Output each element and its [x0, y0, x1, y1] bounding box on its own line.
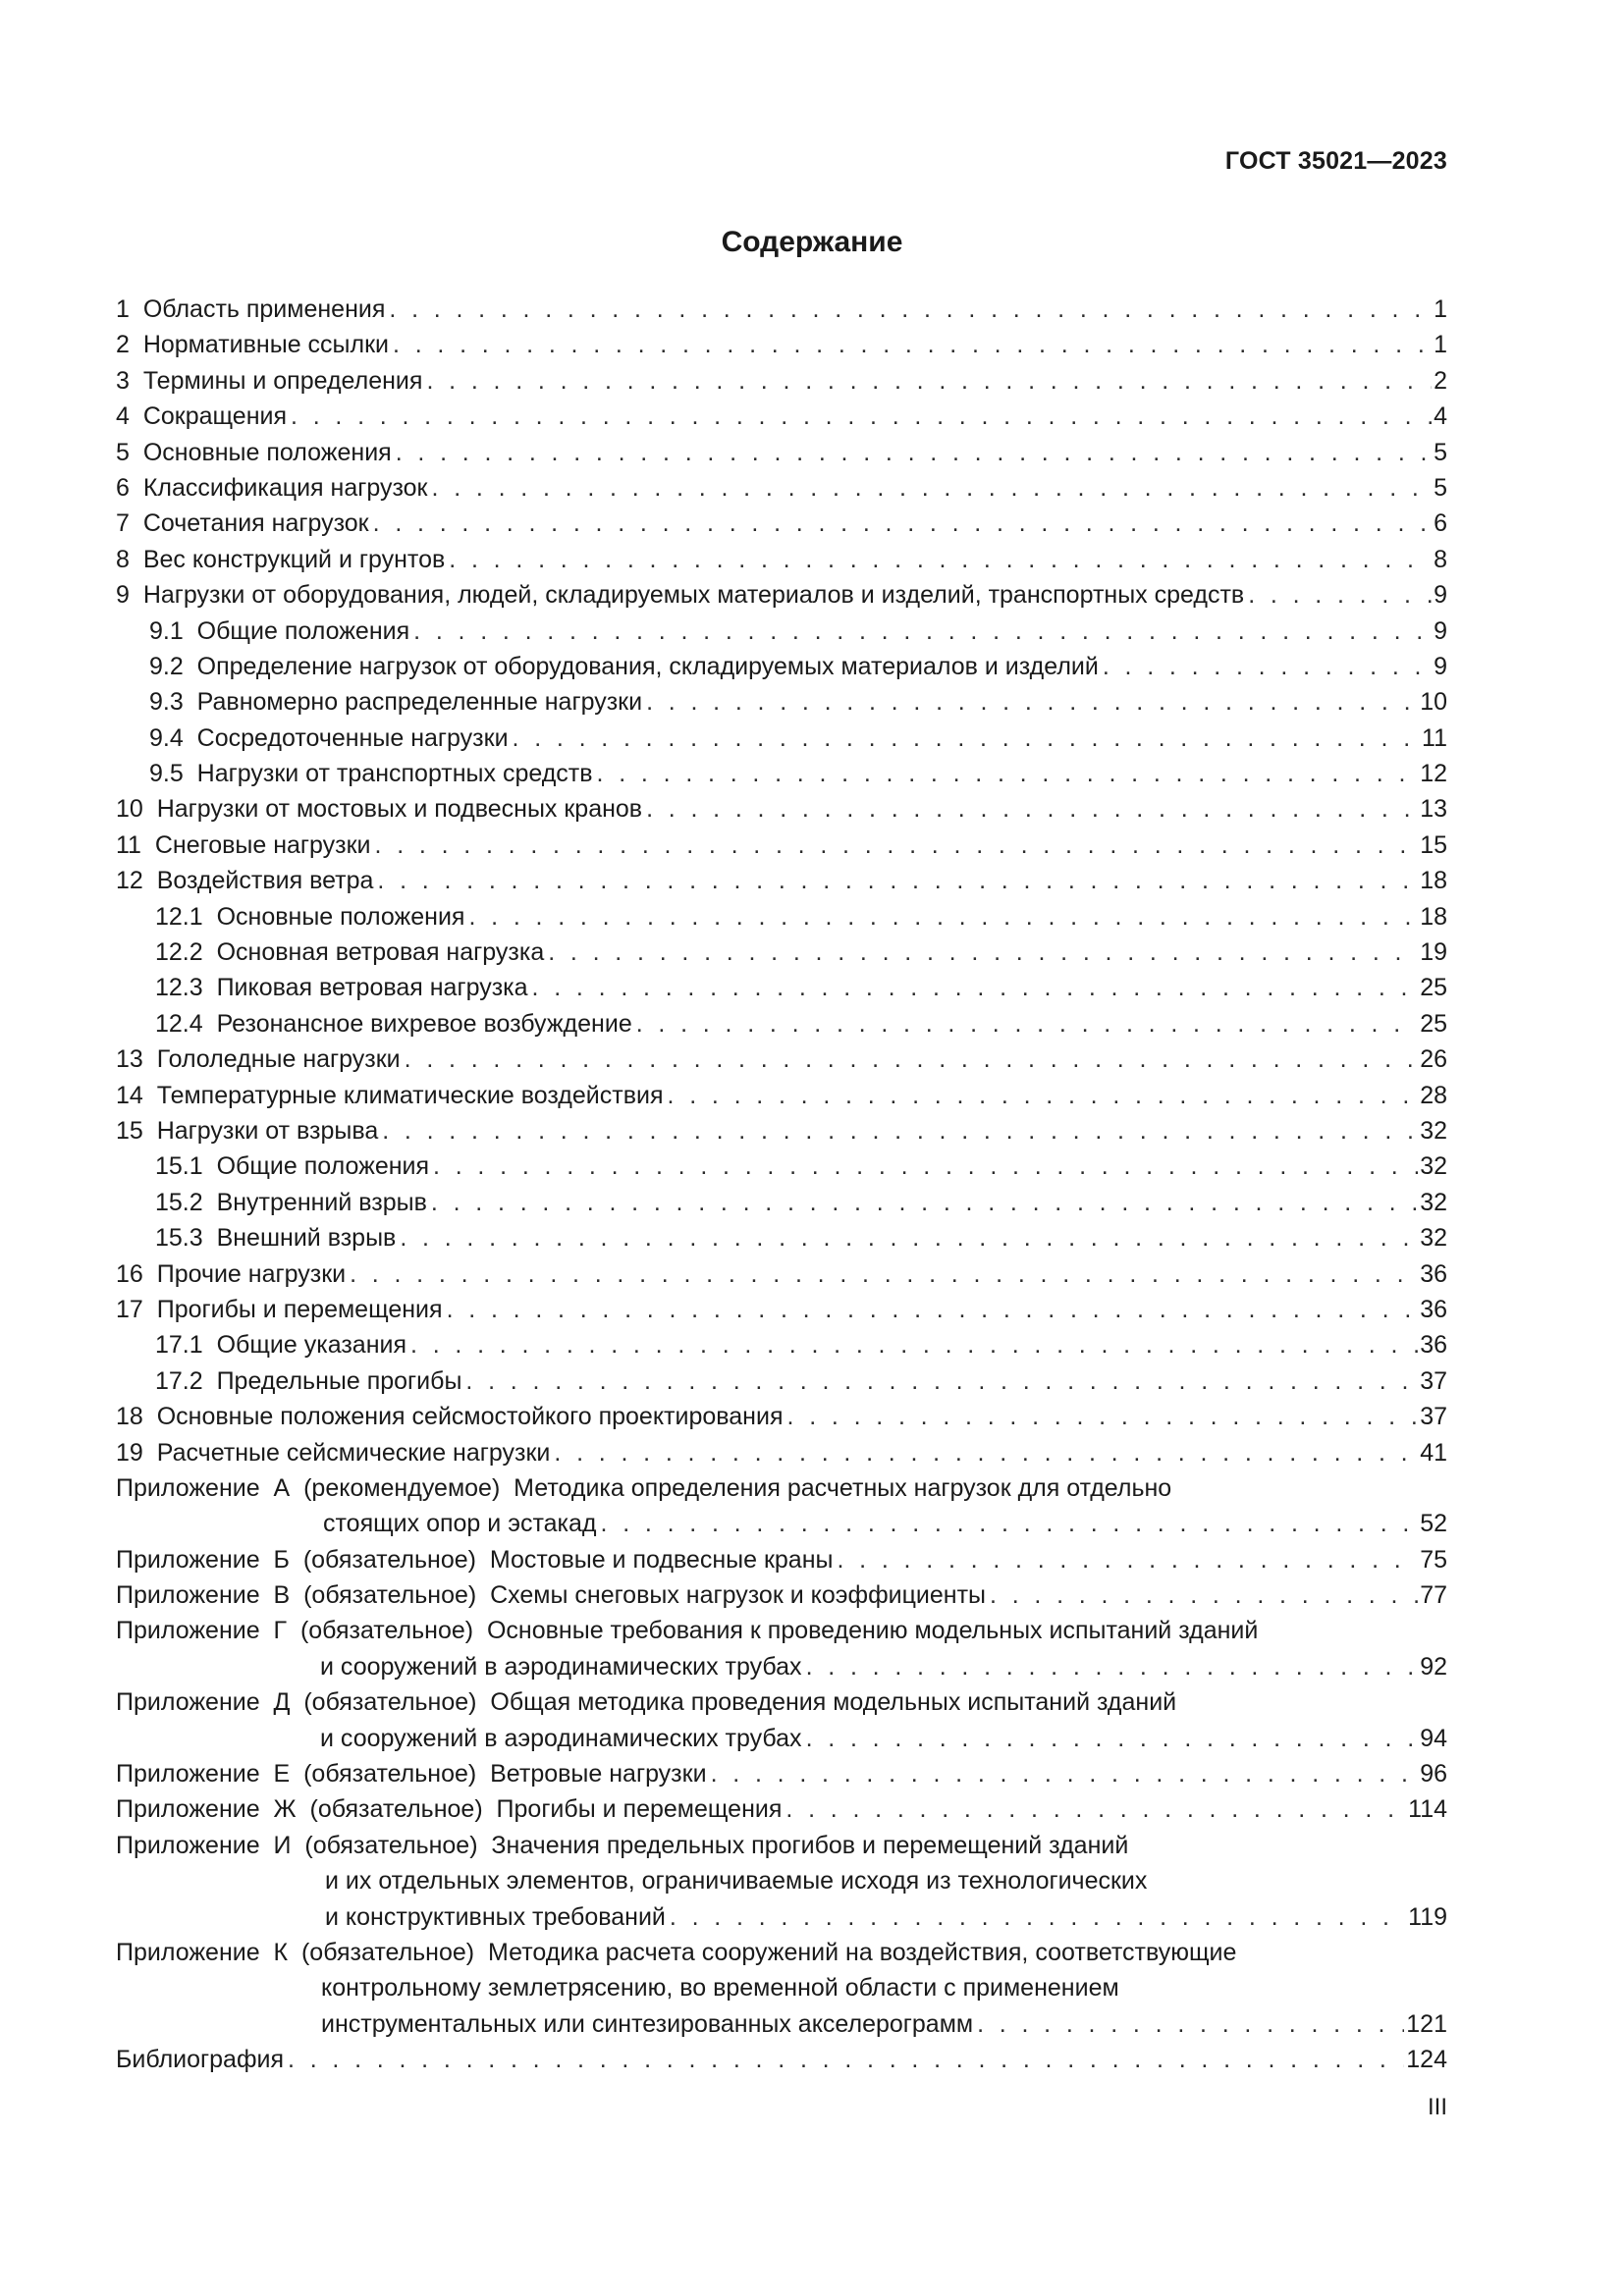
toc-entry-1[interactable] [116, 292, 1447, 327]
leader-dots [431, 1185, 1418, 1220]
toc-text: Внутренний взрыв [216, 1188, 427, 1216]
toc-page: 18 [1420, 867, 1447, 895]
bibliography-entry[interactable] [116, 2042, 1447, 2077]
toc-page: 5 [1434, 438, 1447, 466]
toc-page: 32 [1420, 1188, 1447, 1216]
leader-dots [350, 1256, 1418, 1292]
toc-entry-15[interactable] [116, 1113, 1447, 1148]
leader-dots [597, 756, 1419, 791]
appendix-g-line2[interactable] [116, 1649, 1447, 1684]
toc-page: 75 [1420, 1545, 1447, 1574]
toc-num: 16 [116, 1259, 143, 1288]
toc-num: 15 [116, 1116, 143, 1145]
leader-dots [389, 292, 1432, 327]
appendix-a-line1[interactable] [116, 1470, 1447, 1506]
appendix-k-line3[interactable] [116, 2006, 1447, 2042]
appendix-i-title: Приложение И (обязательное) Значения предельных прогибов и перемещений зданий [116, 1831, 1129, 1859]
leader-dots [668, 1078, 1419, 1113]
toc-page: 36 [1420, 1295, 1447, 1323]
leader-dots [548, 934, 1418, 970]
toc-text: Основная ветровая нагрузка [216, 938, 545, 967]
toc-page: 4 [1434, 402, 1447, 431]
toc-text: Внешний взрыв [216, 1224, 397, 1253]
leader-dots [977, 2006, 1404, 2042]
leader-dots [554, 1435, 1418, 1470]
appendix-d-line2[interactable] [116, 1721, 1447, 1756]
toc-entry-6[interactable] [116, 470, 1447, 506]
leader-dots [288, 2042, 1404, 2077]
toc-page: 32 [1420, 1152, 1447, 1181]
leader-dots [636, 1006, 1418, 1041]
toc-page: 121 [1406, 2009, 1447, 2038]
toc-entry-16[interactable] [116, 1256, 1447, 1292]
toc-num: 18 [116, 1403, 143, 1431]
leader-dots [465, 1363, 1418, 1399]
toc-page: 9 [1434, 616, 1447, 645]
appendix-i-line1[interactable] [116, 1828, 1447, 1863]
toc-page: 12 [1420, 760, 1447, 788]
toc-num: 9.5 [149, 760, 184, 788]
toc-text: Общие указания [216, 1331, 407, 1360]
toc-page: 114 [1408, 1795, 1447, 1824]
appendix-g-line1[interactable] [116, 1613, 1447, 1648]
toc-text: Температурные климатические воздействия [156, 1081, 664, 1109]
leader-dots [373, 506, 1432, 541]
toc-page: 124 [1406, 2046, 1447, 2074]
appendix-k-title: Приложение К (обязательное) Методика расчета сооружений на воздействия, соответствующие [116, 1938, 1237, 1966]
toc-entry-3[interactable] [116, 363, 1447, 399]
leader-dots [806, 1721, 1419, 1756]
appendix-zh-title: Приложение Ж (обязательное) Прогибы и перемещения [116, 1795, 783, 1824]
leader-dots [785, 1791, 1406, 1827]
toc-entry-14[interactable] [116, 1078, 1447, 1113]
toc-num: 17 [116, 1295, 143, 1323]
toc-entry-15-1[interactable] [116, 1148, 1447, 1184]
toc-num: 5 [116, 438, 130, 466]
toc-heading: Содержание [721, 226, 903, 258]
leader-dots [393, 327, 1432, 362]
toc-page: 9 [1434, 581, 1447, 610]
toc-entry-10[interactable] [116, 791, 1447, 827]
leader-dots [291, 399, 1432, 434]
toc-text: Резонансное вихревое возбуждение [216, 1009, 632, 1038]
page-number: III [1427, 2094, 1447, 2120]
toc-text: Сосредоточенные нагрузки [196, 723, 509, 752]
toc-num: 8 [116, 545, 130, 573]
toc-num: 4 [116, 402, 130, 431]
toc-text: Основные положения [216, 902, 465, 931]
toc-text: Воздействия ветра [156, 867, 374, 895]
toc-entry-13[interactable] [116, 1041, 1447, 1077]
toc-page: 94 [1420, 1724, 1447, 1752]
toc-page: 18 [1420, 902, 1447, 931]
toc-page: 26 [1420, 1045, 1447, 1074]
toc-text: Пиковая ветровая нагрузка [216, 974, 528, 1002]
appendix-i-title-cont: и их отдельных элементов, ограничиваемые исходя из технологических [325, 1867, 1148, 1896]
toc-page: 6 [1434, 509, 1447, 538]
toc-page: 1 [1434, 295, 1447, 323]
toc-page: 1 [1434, 331, 1447, 359]
toc-num: 12.4 [155, 1009, 203, 1038]
toc-num: 11 [116, 830, 141, 859]
appendix-v-title: Приложение В (обязательное) Схемы снеговых нагрузок и коэффициенты [116, 1581, 987, 1610]
appendix-d-title: Приложение Д (обязательное) Общая методика проведения модельных испытаний зданий [116, 1688, 1177, 1717]
toc-entry-9-2[interactable] [116, 649, 1447, 684]
toc-entry-8[interactable] [116, 542, 1447, 577]
bibliography-title: Библиография [116, 2046, 285, 2074]
toc-text: Сочетания нагрузок [142, 509, 369, 538]
toc-page: 41 [1420, 1438, 1447, 1467]
toc-text: Основные положения сейсмостойкого проектирования [156, 1403, 784, 1431]
toc-num: 17.2 [155, 1366, 203, 1395]
appendix-e-title: Приложение Е (обязательное) Ветровые нагрузки [116, 1760, 707, 1789]
leader-dots [1103, 649, 1432, 684]
toc-entry-17-1[interactable] [116, 1327, 1447, 1362]
leader-dots [396, 435, 1432, 470]
toc-entry-7[interactable] [116, 506, 1447, 541]
table-of-contents [116, 292, 1447, 2078]
toc-num: 13 [116, 1045, 143, 1074]
toc-text: Нагрузки от мостовых и подвесных кранов [156, 795, 643, 824]
toc-page: 32 [1420, 1224, 1447, 1253]
toc-page: 15 [1420, 830, 1447, 859]
toc-page: 5 [1434, 473, 1447, 502]
toc-num: 9.4 [149, 723, 184, 752]
toc-text: Вес конструкций и грунтов [142, 545, 446, 573]
toc-page: 2 [1434, 366, 1447, 395]
toc-page: 28 [1420, 1081, 1447, 1109]
document-code: ГОСТ 35021—2023 [1224, 147, 1447, 175]
toc-num: 15.2 [155, 1188, 203, 1216]
toc-page: 92 [1420, 1652, 1447, 1681]
toc-page: 36 [1420, 1331, 1447, 1360]
toc-text: Прочие нагрузки [156, 1259, 347, 1288]
leader-dots [400, 1220, 1418, 1255]
toc-num: 19 [116, 1438, 143, 1467]
leader-dots [513, 721, 1421, 756]
toc-page: 10 [1420, 688, 1447, 717]
toc-num: 12.2 [155, 938, 203, 967]
toc-entry-15-3[interactable] [116, 1220, 1447, 1255]
toc-num: 7 [116, 509, 130, 538]
toc-entry-17[interactable] [116, 1292, 1447, 1327]
toc-text: Область применения [142, 295, 386, 323]
leader-dots [990, 1577, 1418, 1613]
appendix-g-title: Приложение Г (обязательное) Основные требования к проведению модельных испытаний зданий [116, 1617, 1259, 1645]
toc-num: 9.1 [149, 616, 184, 645]
leader-dots [426, 363, 1432, 399]
toc-entry-19[interactable] [116, 1435, 1447, 1470]
toc-num: 1 [116, 295, 130, 323]
toc-entry-17-2[interactable] [116, 1363, 1447, 1399]
toc-entry-9-3[interactable] [116, 684, 1447, 720]
toc-num: 15.1 [155, 1152, 203, 1181]
leader-dots [447, 1292, 1419, 1327]
toc-entry-9-4[interactable] [116, 721, 1447, 756]
toc-page: 36 [1420, 1259, 1447, 1288]
toc-num: 12.1 [155, 902, 203, 931]
toc-page: 19 [1420, 938, 1447, 967]
toc-num: 2 [116, 331, 130, 359]
leader-dots [646, 684, 1418, 720]
appendix-g-title-cont: и сооружений в аэродинамических трубах [320, 1652, 802, 1681]
leader-dots [449, 542, 1432, 577]
toc-text: Равномерно распределенные нагрузки [196, 688, 643, 717]
toc-page: 52 [1420, 1510, 1447, 1538]
appendix-zh[interactable] [116, 1791, 1447, 1827]
leader-dots [413, 614, 1432, 649]
toc-num: 10 [116, 795, 143, 824]
appendix-b-title: Приложение Б (обязательное) Мостовые и подвесные краны [116, 1545, 834, 1574]
toc-entry-12-3[interactable] [116, 970, 1447, 1005]
toc-num: 3 [116, 366, 130, 395]
toc-page: 8 [1434, 545, 1447, 573]
toc-entry-9-5[interactable] [116, 756, 1447, 791]
leader-dots [405, 1041, 1419, 1077]
leader-dots [601, 1506, 1419, 1541]
leader-dots [837, 1542, 1418, 1577]
appendix-a-line2[interactable] [116, 1506, 1447, 1541]
leader-dots [806, 1649, 1419, 1684]
leader-dots [432, 470, 1433, 506]
toc-text: Снеговые нагрузки [154, 830, 371, 859]
toc-num: 9 [116, 581, 130, 610]
toc-page: 13 [1420, 795, 1447, 824]
appendix-e[interactable] [116, 1756, 1447, 1791]
leader-dots [433, 1148, 1418, 1184]
toc-text: Гололедные нагрузки [156, 1045, 401, 1074]
toc-page: 11 [1422, 723, 1447, 752]
appendix-k-line2[interactable] [116, 1970, 1447, 2005]
toc-num: 6 [116, 473, 130, 502]
appendix-i-line2[interactable] [116, 1863, 1447, 1898]
toc-text: Термины и определения [142, 366, 423, 395]
toc-text: Сокращения [142, 402, 288, 431]
toc-page: 96 [1420, 1760, 1447, 1789]
toc-text: Расчетные сейсмические нагрузки [156, 1438, 551, 1467]
toc-entry-12[interactable] [116, 863, 1447, 898]
toc-num: 12.3 [155, 974, 203, 1002]
toc-entry-11[interactable] [116, 828, 1447, 863]
toc-text: Общие положения [216, 1152, 430, 1181]
toc-page: 119 [1408, 1902, 1447, 1931]
leader-dots [532, 970, 1419, 1005]
leader-dots [382, 1113, 1418, 1148]
toc-entry-5[interactable] [116, 435, 1447, 470]
toc-entry-12-2[interactable] [116, 934, 1447, 970]
leader-dots [410, 1327, 1418, 1362]
toc-entry-9-1[interactable] [116, 614, 1447, 649]
toc-page: 25 [1420, 1009, 1447, 1038]
toc-num: 12 [116, 867, 143, 895]
appendix-d-title-cont: и сооружений в аэродинамических трубах [320, 1724, 802, 1752]
toc-text: Нормативные ссылки [142, 331, 389, 359]
toc-entry-15-2[interactable] [116, 1185, 1447, 1220]
toc-num: 17.1 [155, 1331, 203, 1360]
toc-entry-12-4[interactable] [116, 1006, 1447, 1041]
toc-text: Нагрузки от транспортных средств [196, 760, 593, 788]
toc-num: 14 [116, 1081, 143, 1109]
toc-text: Предельные прогибы [216, 1366, 462, 1395]
appendix-i-line3[interactable] [116, 1899, 1447, 1935]
appendix-b[interactable] [116, 1542, 1447, 1577]
appendix-v[interactable] [116, 1577, 1447, 1613]
toc-num: 9.2 [149, 652, 184, 680]
toc-num: 15.3 [155, 1224, 203, 1253]
appendix-k-title-cont: контрольному землетрясению, во временной области с применением [321, 1974, 1119, 2002]
leader-dots [468, 899, 1418, 934]
toc-text: Классификация нагрузок [142, 473, 428, 502]
leader-dots [787, 1399, 1419, 1434]
leader-dots [711, 1756, 1419, 1791]
leader-dots [375, 828, 1419, 863]
appendix-a-title-cont: стоящих опор и эстакад [323, 1510, 597, 1538]
toc-entry-12-1[interactable] [116, 899, 1447, 934]
toc-page: 37 [1420, 1366, 1447, 1395]
toc-page: 77 [1420, 1581, 1447, 1610]
appendix-i-title-cont2: и конструктивных требований [325, 1902, 666, 1931]
toc-entry-2[interactable] [116, 327, 1447, 362]
toc-page: 9 [1434, 652, 1447, 680]
appendix-d-line1[interactable] [116, 1684, 1447, 1720]
appendix-k-line1[interactable] [116, 1935, 1447, 1970]
toc-page: 32 [1420, 1116, 1447, 1145]
toc-text: Нагрузки от взрыва [156, 1116, 379, 1145]
toc-text: Определение нагрузок от оборудования, складируемых материалов и изделий [196, 652, 1099, 680]
leader-dots [646, 791, 1418, 827]
toc-num: 9.3 [149, 688, 184, 717]
leader-dots [670, 1899, 1406, 1935]
toc-entry-18[interactable] [116, 1399, 1447, 1434]
toc-entry-4[interactable] [116, 399, 1447, 434]
toc-text: Прогибы и перемещения [156, 1295, 443, 1323]
toc-entry-9[interactable] [116, 577, 1447, 613]
leader-dots [377, 863, 1418, 898]
toc-text: Общие положения [196, 616, 410, 645]
leader-dots [1248, 577, 1432, 613]
toc-text: Основные положения [142, 438, 392, 466]
toc-page: 37 [1420, 1403, 1447, 1431]
toc-page: 25 [1420, 974, 1447, 1002]
appendix-k-title-cont2: инструментальных или синтезированных акселерограмм [321, 2009, 974, 2038]
appendix-a-title: Приложение А (рекомендуемое) Методика определения расчетных нагрузок для отдельно [116, 1473, 1172, 1502]
toc-text: Нагрузки от оборудования, людей, складируемых материалов и изделий, транспортных средств [142, 581, 1245, 610]
